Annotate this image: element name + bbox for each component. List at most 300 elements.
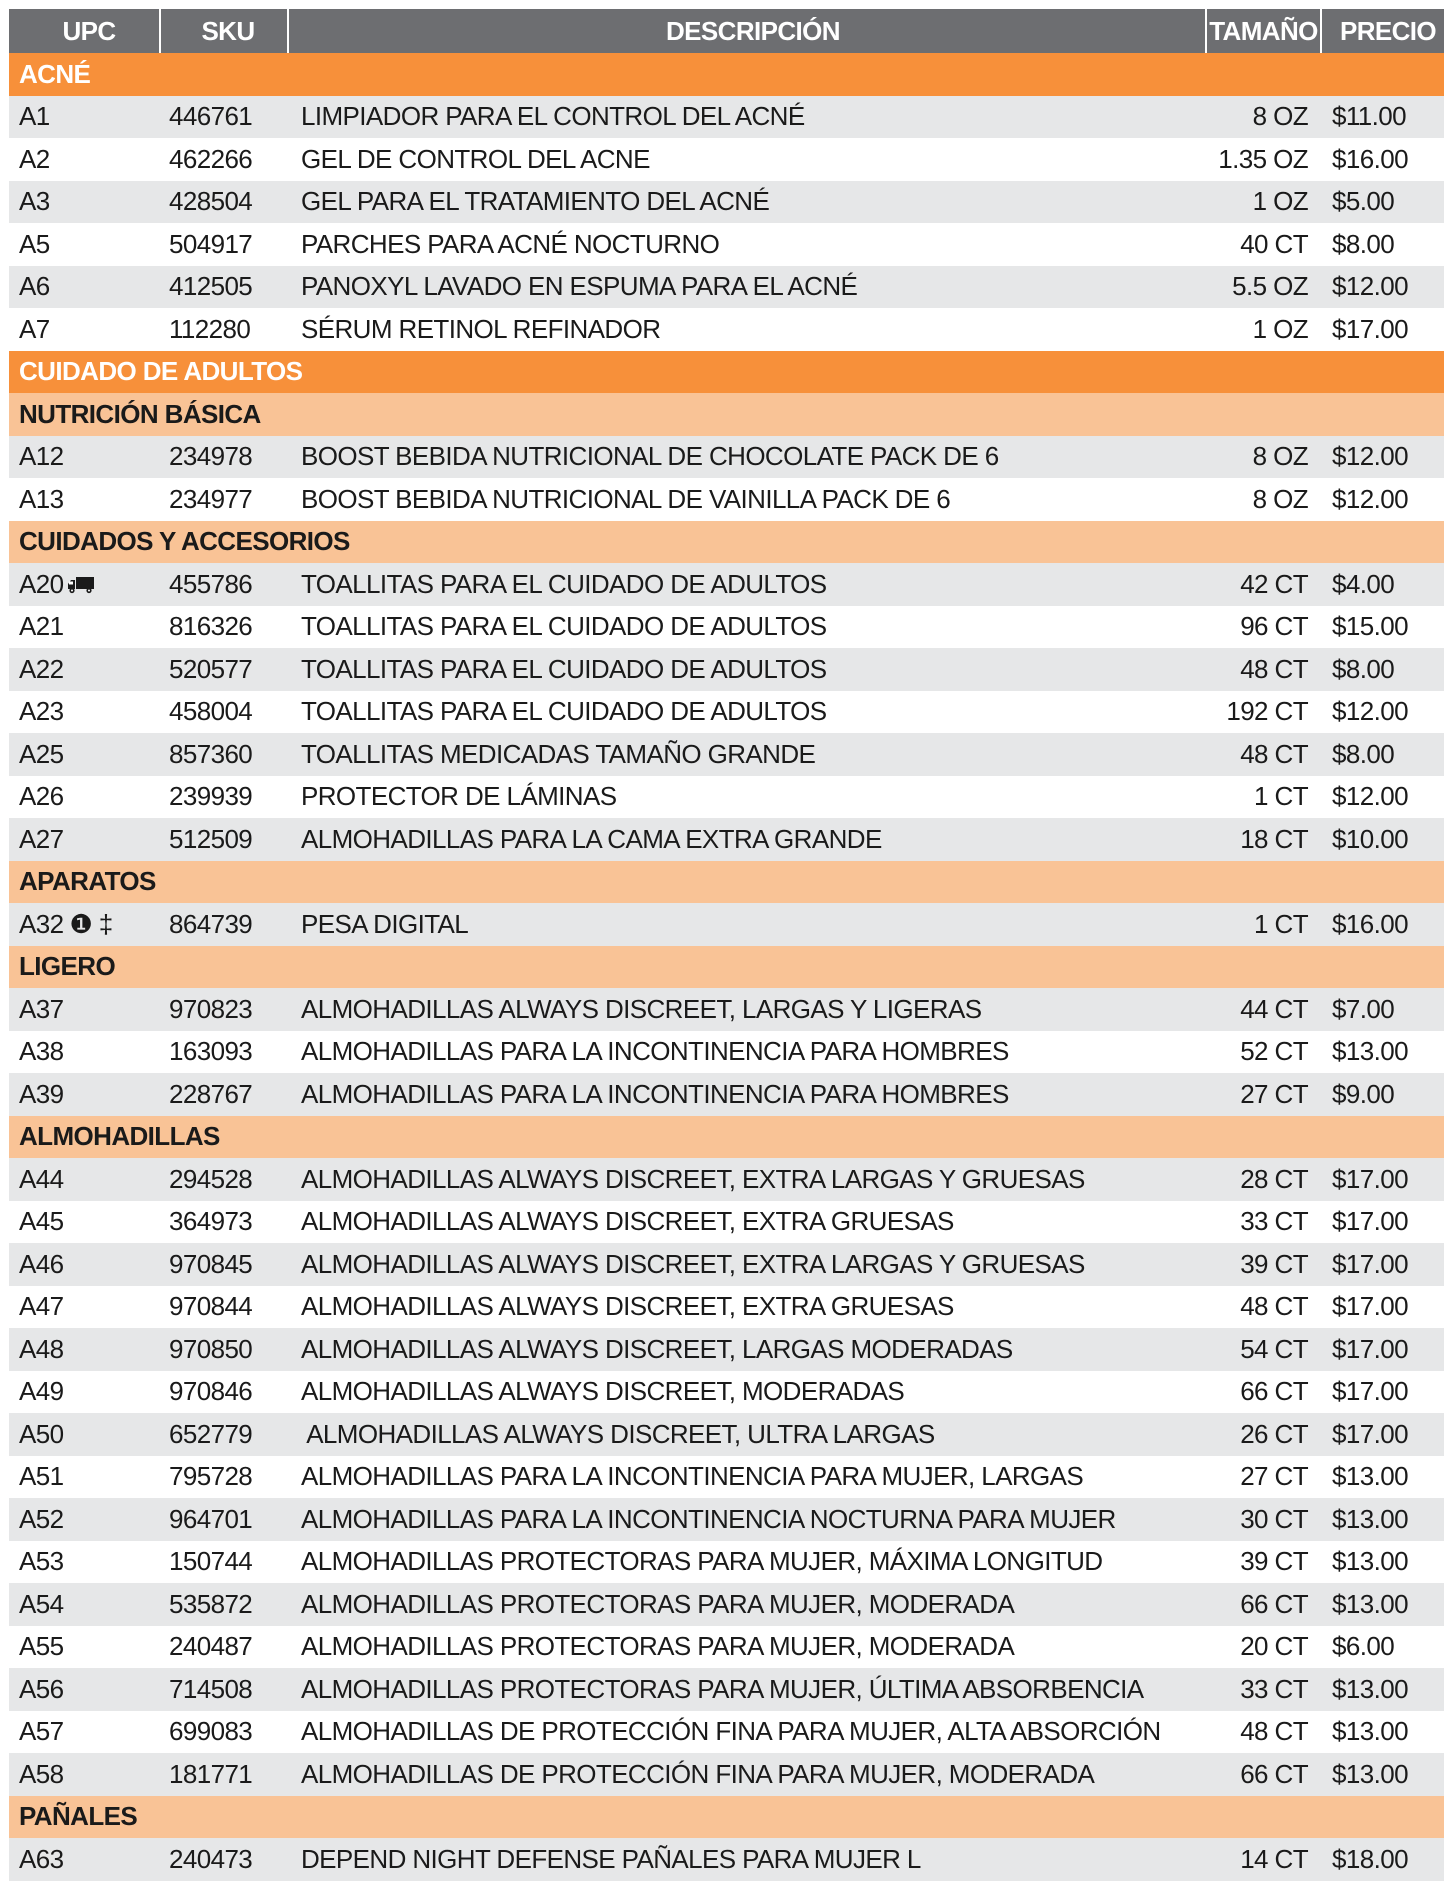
price-cell (1322, 314, 1444, 345)
subcategory-header (9, 946, 1444, 989)
description-cell-text: ALMOHADILLAS DE PROTECCIÓN FINA PARA MUJER, MODERADA (301, 1758, 1095, 1789)
description-cell-text: ALMOHADILLAS DE PROTECCIÓN FINA PARA MUJER, ALTA ABSORCIÓN (301, 1716, 1161, 1747)
description-cell-text: TOALLITAS PARA EL CUIDADO DE ADULTOS (301, 611, 827, 642)
table-row (9, 563, 1444, 606)
table-row (9, 1371, 1444, 1414)
description-cell (289, 271, 1207, 302)
sku-cell-text: 795728 (169, 1461, 253, 1492)
description-cell-text: ALMOHADILLAS ALWAYS DISCREET, EXTRA LARGAS Y GRUESAS (301, 1248, 1085, 1279)
description-cell-text: TOALLITAS MEDICADAS TAMAÑO GRANDE (301, 738, 816, 769)
table-row (9, 1626, 1444, 1669)
description-cell (289, 1291, 1207, 1322)
description-cell (289, 569, 1207, 600)
column-header-description: DESCRIPCIÓN (289, 9, 1207, 53)
price-cell-text: $17.00 (1332, 1163, 1408, 1194)
sku-cell (161, 1206, 289, 1237)
sku-cell (161, 1844, 289, 1875)
table-row (9, 308, 1444, 351)
upc-cell (9, 1546, 161, 1577)
size-cell-text: 33 CT (1240, 1206, 1308, 1237)
description-cell-text: TOALLITAS PARA EL CUIDADO DE ADULTOS (301, 568, 827, 599)
price-cell-text: $12.00 (1332, 696, 1408, 727)
description-cell-text: ALMOHADILLAS PARA LA CAMA EXTRA GRANDE (301, 823, 882, 854)
table-row (9, 266, 1444, 309)
section-label: CUIDADO DE ADULTOS (19, 356, 303, 387)
size-cell-text: 33 CT (1240, 1673, 1308, 1704)
sku-cell (161, 101, 289, 132)
price-cell-text: $17.00 (1332, 1291, 1408, 1322)
description-cell (289, 611, 1207, 642)
price-cell (1322, 654, 1444, 685)
upc-cell-text: A44 (19, 1163, 64, 1194)
upc-cell-text: A26 (19, 781, 64, 812)
description-cell-text: ALMOHADILLAS ALWAYS DISCREET, LARGAS Y LIGERAS (301, 993, 982, 1024)
price-cell-text: $6.00 (1332, 1631, 1395, 1662)
price-cell-text: $15.00 (1332, 611, 1408, 642)
size-cell-text: 27 CT (1240, 1461, 1308, 1492)
table-row (9, 1711, 1444, 1754)
size-cell (1207, 144, 1322, 175)
sku-cell (161, 611, 289, 642)
price-cell-text: $9.00 (1332, 1078, 1395, 1109)
sku-cell (161, 739, 289, 770)
size-cell (1207, 1206, 1322, 1237)
size-cell-text: 1 OZ (1252, 313, 1308, 344)
upc-cell-text: A50 (19, 1418, 64, 1449)
size-cell (1207, 1079, 1322, 1110)
description-cell-text: ALMOHADILLAS PARA LA INCONTINENCIA PARA HOMBRES (301, 1036, 1009, 1067)
price-cell-text: $16.00 (1332, 143, 1408, 174)
size-cell (1207, 739, 1322, 770)
upc-cell (9, 739, 161, 770)
size-cell-text: 8 OZ (1252, 101, 1308, 132)
table-row (9, 1158, 1444, 1201)
upc-cell-text: A2 (19, 143, 50, 174)
description-cell (289, 1461, 1207, 1492)
description-cell-text: BOOST BEBIDA NUTRICIONAL DE VAINILLA PACK DE 6 (301, 483, 951, 514)
upc-cell (9, 1164, 161, 1195)
table-row (9, 1031, 1444, 1074)
price-cell-text: $13.00 (1332, 1036, 1408, 1067)
upc-cell-text: A6 (19, 271, 50, 302)
price-cell-text: $13.00 (1332, 1461, 1408, 1492)
price-cell-text: $4.00 (1332, 568, 1395, 599)
size-cell (1207, 654, 1322, 685)
sku-cell-text: 699083 (169, 1716, 253, 1747)
sku-cell (161, 1036, 289, 1067)
upc-cell-text: A46 (19, 1248, 64, 1279)
description-cell (289, 1164, 1207, 1195)
description-cell-text: ALMOHADILLAS ALWAYS DISCREET, MODERADAS (301, 1376, 905, 1407)
upc-cell (9, 1291, 161, 1322)
price-cell (1322, 1164, 1444, 1195)
upc-cell (9, 1206, 161, 1237)
upc-cell (9, 314, 161, 345)
upc-cell-text: A22 (19, 653, 64, 684)
description-cell (289, 1334, 1207, 1365)
sku-cell (161, 1376, 289, 1407)
table-row (9, 988, 1444, 1031)
description-cell (289, 484, 1207, 515)
upc-cell (9, 441, 161, 472)
description-cell (289, 824, 1207, 855)
price-cell-text: $12.00 (1332, 483, 1408, 514)
sku-cell-text: 857360 (169, 738, 253, 769)
upc-cell-text: A5 (19, 228, 50, 259)
size-cell-text: 8 OZ (1252, 441, 1308, 472)
size-cell (1207, 1291, 1322, 1322)
upc-cell-text: A21 (19, 611, 64, 642)
subcategory-header (9, 861, 1444, 904)
upc-cell (9, 569, 161, 600)
sku-cell-text: 150744 (169, 1546, 253, 1577)
size-cell (1207, 1376, 1322, 1407)
description-cell (289, 1376, 1207, 1407)
price-cell-text: $17.00 (1332, 1333, 1408, 1364)
upc-cell (9, 186, 161, 217)
note-marks: ❶ ‡ (69, 908, 113, 939)
size-cell-text: 28 CT (1240, 1163, 1308, 1194)
description-cell (289, 1589, 1207, 1620)
upc-cell-text: A52 (19, 1503, 64, 1534)
size-cell (1207, 229, 1322, 260)
column-header-upc: UPC (9, 9, 161, 53)
size-cell-text: 54 CT (1240, 1333, 1308, 1364)
upc-cell (9, 654, 161, 685)
table-row (9, 478, 1444, 521)
size-cell-text: 1 OZ (1252, 186, 1308, 217)
description-cell (289, 186, 1207, 217)
table-row (9, 1456, 1444, 1499)
price-cell-text: $7.00 (1332, 993, 1395, 1024)
upc-cell (9, 484, 161, 515)
price-cell (1322, 441, 1444, 472)
price-cell (1322, 1844, 1444, 1875)
price-cell-text: $18.00 (1332, 1843, 1408, 1874)
subcategory-header (9, 521, 1444, 564)
price-cell (1322, 909, 1444, 940)
upc-cell (9, 1589, 161, 1620)
price-cell (1322, 1079, 1444, 1110)
price-cell (1322, 229, 1444, 260)
sku-cell (161, 1589, 289, 1620)
size-cell-text: 5.5 OZ (1232, 271, 1308, 302)
description-cell (289, 739, 1207, 770)
sku-cell-text: 816326 (169, 611, 253, 642)
price-list-table (9, 9, 1444, 1881)
upc-cell (9, 1376, 161, 1407)
description-cell-text: ALMOHADILLAS PARA LA INCONTINENCIA PARA HOMBRES (301, 1078, 1009, 1109)
description-cell (289, 1759, 1207, 1790)
price-cell (1322, 994, 1444, 1025)
table-row (9, 96, 1444, 139)
section-label: LIGERO (19, 951, 116, 982)
price-cell (1322, 186, 1444, 217)
sku-cell (161, 1291, 289, 1322)
description-cell-text: ALMOHADILLAS ALWAYS DISCREET, ULTRA LARGAS (301, 1418, 935, 1449)
price-cell-text: $12.00 (1332, 781, 1408, 812)
category-header (9, 351, 1444, 394)
description-cell (289, 1674, 1207, 1705)
description-cell-text: BOOST BEBIDA NUTRICIONAL DE CHOCOLATE PACK DE 6 (301, 441, 999, 472)
section-label: APARATOS (19, 866, 156, 897)
size-cell-text: 39 CT (1240, 1248, 1308, 1279)
sku-cell-text: 112280 (169, 313, 251, 344)
size-cell (1207, 569, 1322, 600)
price-cell (1322, 824, 1444, 855)
price-cell-text: $8.00 (1332, 228, 1395, 259)
size-cell (1207, 186, 1322, 217)
size-cell (1207, 696, 1322, 727)
sku-cell (161, 441, 289, 472)
price-cell (1322, 1249, 1444, 1280)
description-cell-text: ALMOHADILLAS ALWAYS DISCREET, EXTRA GRUESAS (301, 1291, 954, 1322)
size-cell (1207, 1716, 1322, 1747)
description-cell (289, 1079, 1207, 1110)
upc-cell-text: A58 (19, 1758, 64, 1789)
section-label: PAÑALES (19, 1801, 138, 1832)
price-cell (1322, 1759, 1444, 1790)
upc-cell (9, 1631, 161, 1662)
upc-cell (9, 909, 161, 940)
description-cell-text: ALMOHADILLAS PROTECTORAS PARA MUJER, MODERADA (301, 1588, 1015, 1619)
sku-cell (161, 1334, 289, 1365)
description-cell (289, 1206, 1207, 1237)
table-row (9, 606, 1444, 649)
size-cell-text: 14 CT (1240, 1843, 1308, 1874)
description-cell (289, 994, 1207, 1025)
table-row (9, 181, 1444, 224)
table-row (9, 903, 1444, 946)
upc-cell-text: A39 (19, 1078, 64, 1109)
size-cell (1207, 611, 1322, 642)
sku-cell-text: 455786 (169, 568, 253, 599)
upc-cell (9, 1716, 161, 1747)
upc-cell (9, 1674, 161, 1705)
size-cell-text: 192 CT (1226, 696, 1308, 727)
sku-cell-text: 458004 (169, 696, 253, 727)
sku-cell-text: 512509 (169, 823, 253, 854)
size-cell (1207, 1461, 1322, 1492)
price-cell-text: $13.00 (1332, 1588, 1408, 1619)
sku-cell (161, 1249, 289, 1280)
table-row (9, 1286, 1444, 1329)
price-cell (1322, 781, 1444, 812)
description-cell-text: PARCHES PARA ACNÉ NOCTURNO (301, 228, 720, 259)
price-cell (1322, 1291, 1444, 1322)
price-cell (1322, 484, 1444, 515)
upc-cell-text: A45 (19, 1206, 64, 1237)
table-row (9, 223, 1444, 266)
upc-cell (9, 1079, 161, 1110)
size-cell-text: 48 CT (1240, 1716, 1308, 1747)
upc-cell-text: A12 (19, 441, 64, 472)
upc-cell-text: A25 (19, 738, 64, 769)
size-cell (1207, 484, 1322, 515)
description-cell (289, 696, 1207, 727)
price-cell (1322, 1631, 1444, 1662)
upc-cell-text: A13 (19, 483, 64, 514)
sku-cell (161, 1759, 289, 1790)
sku-cell-text: 163093 (169, 1036, 253, 1067)
description-cell-text: ALMOHADILLAS PROTECTORAS PARA MUJER, MODERADA (301, 1631, 1015, 1662)
size-cell-text: 66 CT (1240, 1758, 1308, 1789)
description-cell (289, 314, 1207, 345)
description-cell (289, 1504, 1207, 1535)
size-cell (1207, 441, 1322, 472)
description-cell-text: GEL PARA EL TRATAMIENTO DEL ACNÉ (301, 186, 770, 217)
sku-cell (161, 1504, 289, 1535)
column-header-price: PRECIO (1339, 15, 1437, 46)
sku-cell (161, 909, 289, 940)
size-cell-text: 48 CT (1240, 653, 1308, 684)
sku-cell (161, 994, 289, 1025)
description-cell-text: SÉRUM RETINOL REFINADOR (301, 313, 661, 344)
size-cell-text: 39 CT (1240, 1546, 1308, 1577)
price-cell-text: $12.00 (1332, 271, 1408, 302)
price-cell (1322, 1334, 1444, 1365)
table-row (9, 1753, 1444, 1796)
sku-cell (161, 186, 289, 217)
table-row (9, 818, 1444, 861)
sku-cell-text: 970823 (169, 993, 253, 1024)
table-row (9, 1583, 1444, 1626)
price-cell (1322, 144, 1444, 175)
size-cell-text: 1.35 OZ (1218, 143, 1308, 174)
price-cell-text: $10.00 (1332, 823, 1408, 854)
upc-cell (9, 611, 161, 642)
sku-cell (161, 484, 289, 515)
price-cell (1322, 1376, 1444, 1407)
description-cell-text: PROTECTOR DE LÁMINAS (301, 781, 617, 812)
description-cell-text: ALMOHADILLAS ALWAYS DISCREET, EXTRA LARGAS Y GRUESAS (301, 1163, 1085, 1194)
table-row (9, 1073, 1444, 1116)
size-cell-text: 26 CT (1240, 1418, 1308, 1449)
table-row (9, 436, 1444, 479)
column-header-size: TAMAÑO (1207, 9, 1322, 53)
upc-cell (9, 1844, 161, 1875)
table-body (9, 53, 1444, 1881)
price-cell-text: $13.00 (1332, 1503, 1408, 1534)
sku-cell-text: 970846 (169, 1376, 253, 1407)
description-cell (289, 1844, 1207, 1875)
price-cell-text: $17.00 (1332, 313, 1408, 344)
size-cell-text: 40 CT (1240, 228, 1308, 259)
price-cell (1322, 569, 1444, 600)
description-cell (289, 1716, 1207, 1747)
upc-cell-text: A63 (19, 1843, 64, 1874)
upc-cell-text: A55 (19, 1631, 64, 1662)
description-cell-text: GEL DE CONTROL DEL ACNE (301, 143, 650, 174)
upc-cell-text: A20 (19, 568, 64, 599)
description-cell-text: PANOXYL LAVADO EN ESPUMA PARA EL ACNÉ (301, 271, 858, 302)
upc-cell-text: A56 (19, 1673, 64, 1704)
size-cell (1207, 824, 1322, 855)
sku-cell-text: 240487 (169, 1631, 253, 1662)
price-cell-text: $17.00 (1332, 1418, 1408, 1449)
section-label: NUTRICIÓN BÁSICA (19, 398, 261, 429)
size-cell (1207, 314, 1322, 345)
size-cell-text: 96 CT (1240, 611, 1308, 642)
upc-cell (9, 1759, 161, 1790)
size-cell (1207, 1631, 1322, 1662)
description-cell-text: ALMOHADILLAS PARA LA INCONTINENCIA PARA MUJER, LARGAS (301, 1461, 1084, 1492)
size-cell-text: 48 CT (1240, 738, 1308, 769)
sku-cell-text: 428504 (169, 186, 253, 217)
sku-cell-text: 181771 (169, 1758, 253, 1789)
description-cell (289, 229, 1207, 260)
price-cell (1322, 739, 1444, 770)
table-row (9, 1838, 1444, 1881)
upc-cell (9, 271, 161, 302)
price-cell (1322, 1206, 1444, 1237)
sku-cell (161, 1079, 289, 1110)
size-cell (1207, 1546, 1322, 1577)
sku-cell (161, 696, 289, 727)
size-cell (1207, 1164, 1322, 1195)
size-cell-text: 8 OZ (1252, 483, 1308, 514)
sku-cell-text: 234977 (169, 483, 253, 514)
table-row (9, 691, 1444, 734)
description-cell (289, 781, 1207, 812)
description-cell-text: ALMOHADILLAS PROTECTORAS PARA MUJER, MÁXIMA LONGITUD (301, 1546, 1103, 1577)
size-cell-text: 1 CT (1254, 908, 1308, 939)
table-header (9, 9, 1444, 53)
sku-cell (161, 1164, 289, 1195)
upc-cell (9, 994, 161, 1025)
table-row (9, 1328, 1444, 1371)
price-cell (1322, 1504, 1444, 1535)
subcategory-header (9, 1796, 1444, 1839)
upc-cell-text: A54 (19, 1588, 64, 1619)
size-cell-text: 66 CT (1240, 1376, 1308, 1407)
size-cell-text: 30 CT (1240, 1503, 1308, 1534)
sku-cell (161, 569, 289, 600)
size-cell-text: 1 CT (1254, 781, 1308, 812)
description-cell-text: TOALLITAS PARA EL CUIDADO DE ADULTOS (301, 696, 827, 727)
upc-cell (9, 781, 161, 812)
price-cell (1322, 696, 1444, 727)
price-cell (1322, 1716, 1444, 1747)
sku-cell-text: 535872 (169, 1588, 253, 1619)
price-cell (1322, 1589, 1444, 1620)
section-label: CUIDADOS Y ACCESORIOS (19, 526, 350, 557)
upc-cell (9, 144, 161, 175)
size-cell-text: 48 CT (1240, 1291, 1308, 1322)
sku-cell (161, 1546, 289, 1577)
upc-cell-text: A48 (19, 1333, 64, 1364)
sku-cell-text: 964701 (169, 1503, 253, 1534)
upc-cell (9, 1036, 161, 1067)
upc-cell (9, 696, 161, 727)
description-cell-text: TOALLITAS PARA EL CUIDADO DE ADULTOS (301, 653, 827, 684)
sku-cell-text: 239939 (169, 781, 253, 812)
table-row (9, 648, 1444, 691)
size-cell (1207, 781, 1322, 812)
sku-cell-text: 504917 (169, 228, 253, 259)
description-cell (289, 101, 1207, 132)
size-cell (1207, 1759, 1322, 1790)
upc-cell-text: A1 (19, 101, 50, 132)
sku-cell (161, 314, 289, 345)
sku-cell-text: 970850 (169, 1333, 253, 1364)
description-cell (289, 1249, 1207, 1280)
price-cell (1322, 101, 1444, 132)
upc-cell-text: A51 (19, 1461, 64, 1492)
description-cell (289, 1419, 1207, 1450)
table-row (9, 1541, 1444, 1584)
sku-cell (161, 229, 289, 260)
